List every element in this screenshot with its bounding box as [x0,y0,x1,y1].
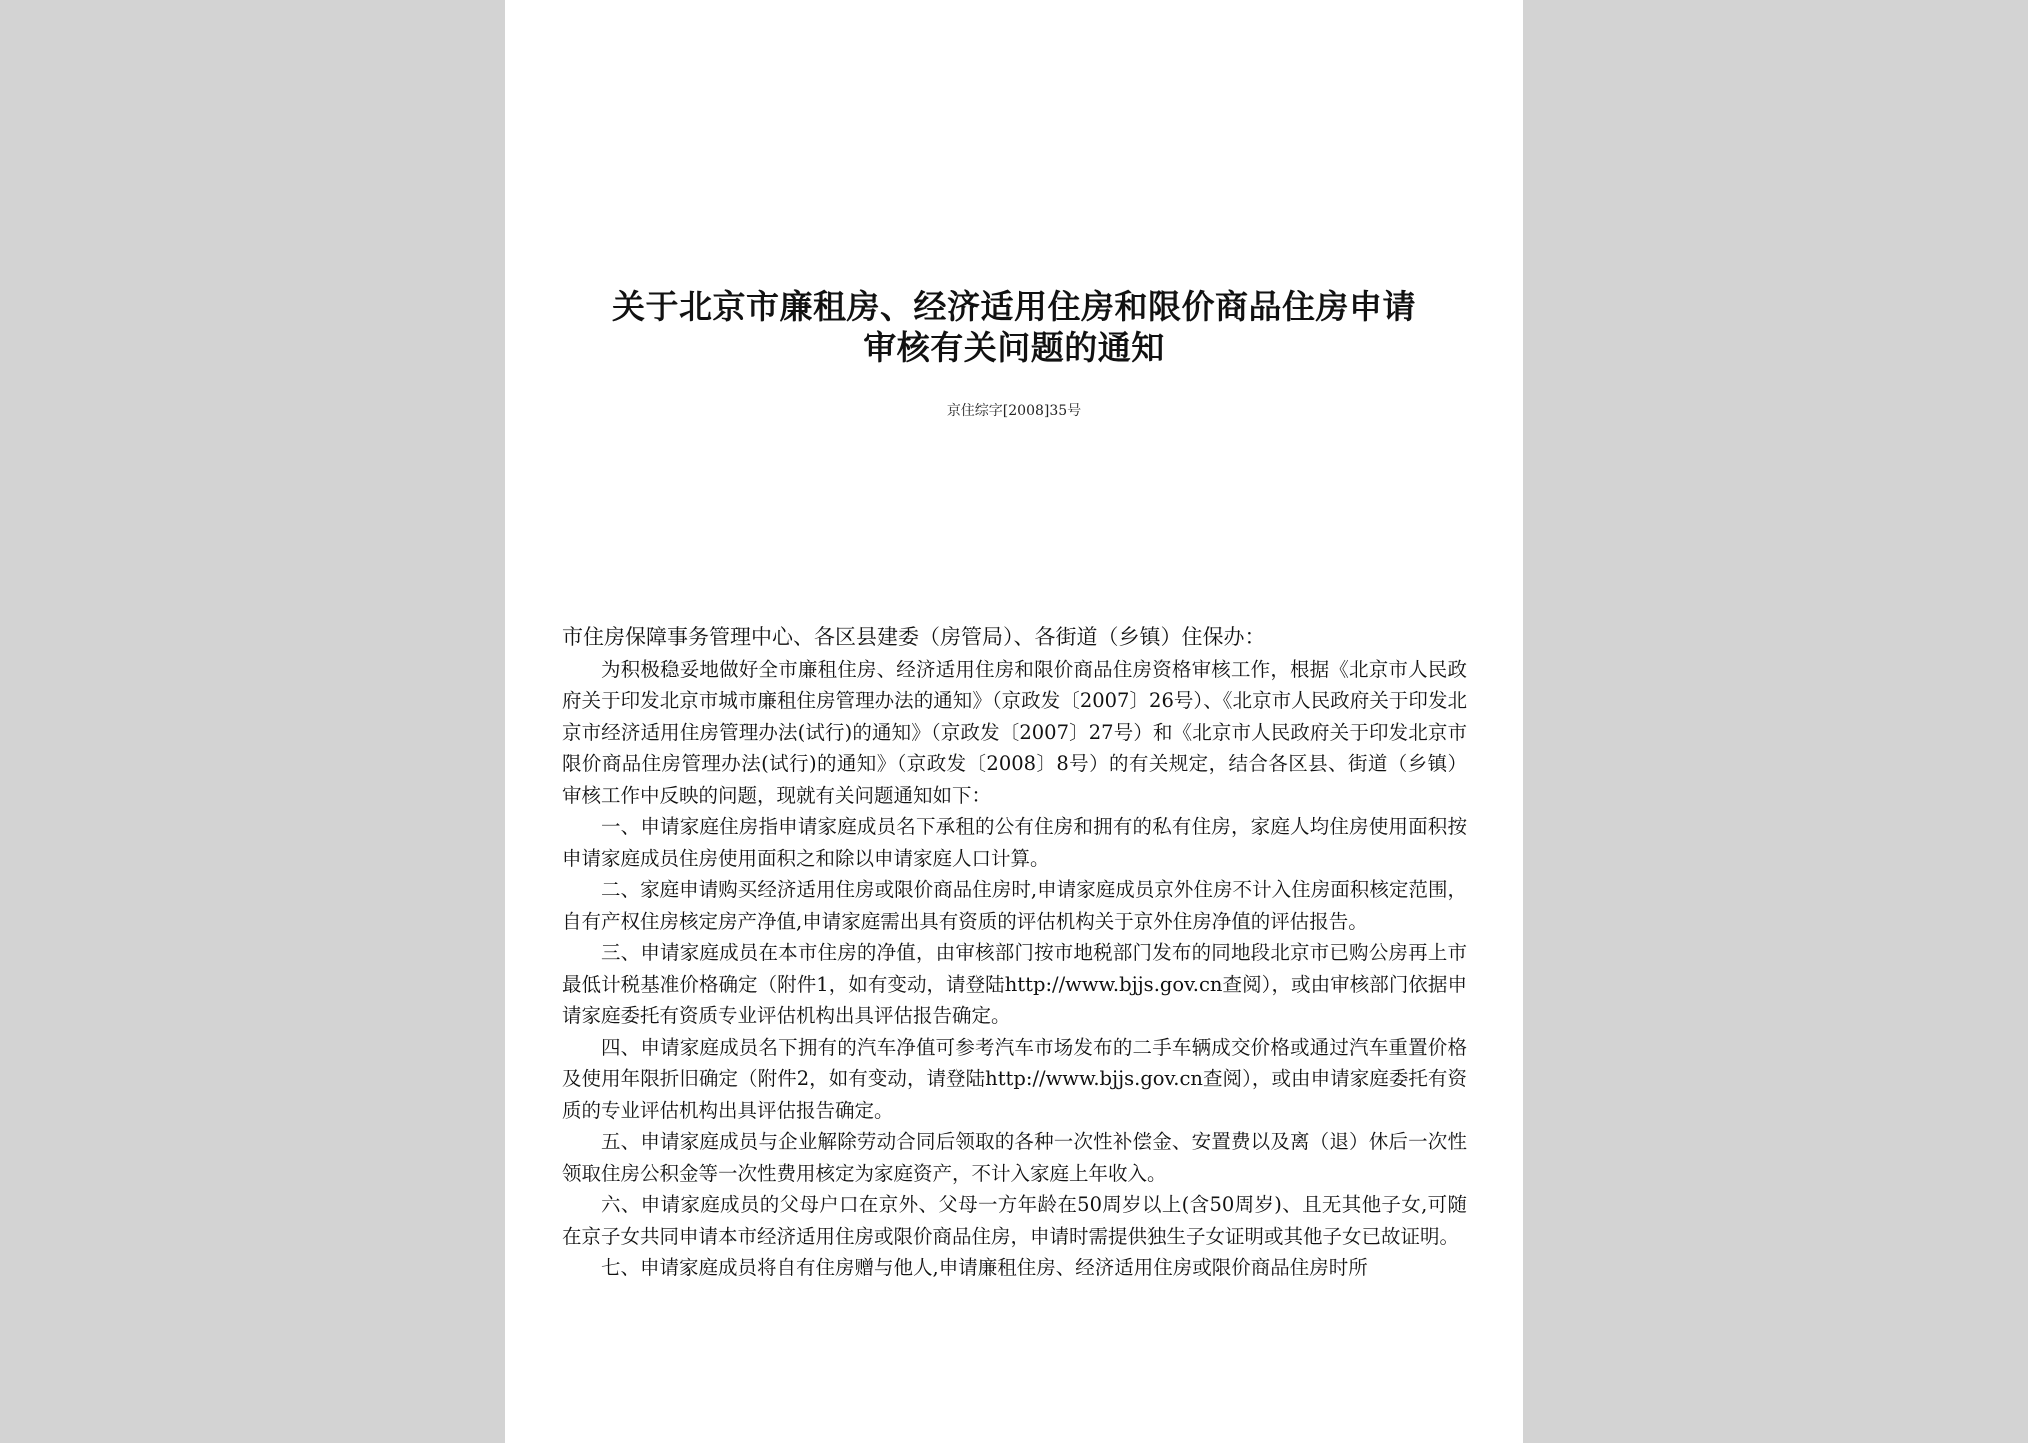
clause-3-paragraph: 三、申请家庭成员在本市住房的净值，由审核部门按市地税部门发布的同地段北京市已购公房再上市最低计税基准价格确定（附件1，如有变动，请登陆http://www.bjjs.gov.cn查阅），或由审核部门依据申请家庭委托有资质专业评估机构出具评估报告确定。 [562,941,1467,1027]
clause-6-paragraph: 六、申请家庭成员的父母户口在京外、父母一方年龄在50周岁以上(含50周岁)、且无其他子女,可随在京子女共同申请本市经济适用住房或限价商品住房，申请时需提供独生子女证明或其他子女已故证明。 [562,1193,1467,1248]
clause-7-paragraph: 七、申请家庭成员将自有住房赠与他人,申请廉租住房、经济适用住房或限价商品住房时所 [601,1256,1368,1279]
clause-5-paragraph: 五、申请家庭成员与企业解除劳动合同后领取的各种一次性补偿金、安置费以及离（退）休后一次性领取住房公积金等一次性费用核定为家庭资产，不计入家庭上年收入。 [562,1130,1467,1185]
document-page [505,0,1523,1443]
intro-paragraph: 为积极稳妥地做好全市廉租住房、经济适用住房和限价商品住房资格审核工作，根据《北京市人民政府关于印发北京市城市廉租住房管理办法的通知》（京政发〔2007〕26号）、《北京市人民政府关于印发北京市经济适用住房管理办法(试行)的通知》（京政发〔2007〕27号）和《北京市人民政府关于印发北京市限价商品住房管理办法(试行)的通知》（京政发〔2008〕8号）的有关规定，结合各区县、街道（乡镇）审核工作中反映的问题，现就有关问题通知如下： [562,657,1467,807]
title-line-2: 审核有关问题的通知 [863,328,1165,367]
document-title [505,286,1523,368]
document-number: 京住综字[2008]35号 [946,403,1082,419]
title-line-1: 关于北京市廉租房、经济适用住房和限价商品住房申请 [612,287,1416,326]
clause-1-paragraph: 一、申请家庭住房指申请家庭成员名下承租的公有住房和拥有的私有住房，家庭人均住房使用面积按申请家庭成员住房使用面积之和除以申请家庭人口计算。 [562,815,1467,870]
addressee-line: 市住房保障事务管理中心、各区县建委（房管局）、各街道（乡镇）住保办： [562,625,1266,649]
clause-2-paragraph: 二、家庭申请购买经济适用住房或限价商品住房时,申请家庭成员京外住房不计入住房面积核定范围，自有产权住房核定房产净值,申请家庭需出具有资质的评估机构关于京外住房净值的评估报告。 [562,878,1467,933]
document-body [562,622,1467,1284]
clause-4-paragraph: 四、申请家庭成员名下拥有的汽车净值可参考汽车市场发布的二手车辆成交价格或通过汽车重置价格及使用年限折旧确定（附件2，如有变动，请登陆http://www.bjjs.gov.cn查阅），或由申请家庭委托有资质的专业评估机构出具评估报告确定。 [562,1035,1467,1122]
